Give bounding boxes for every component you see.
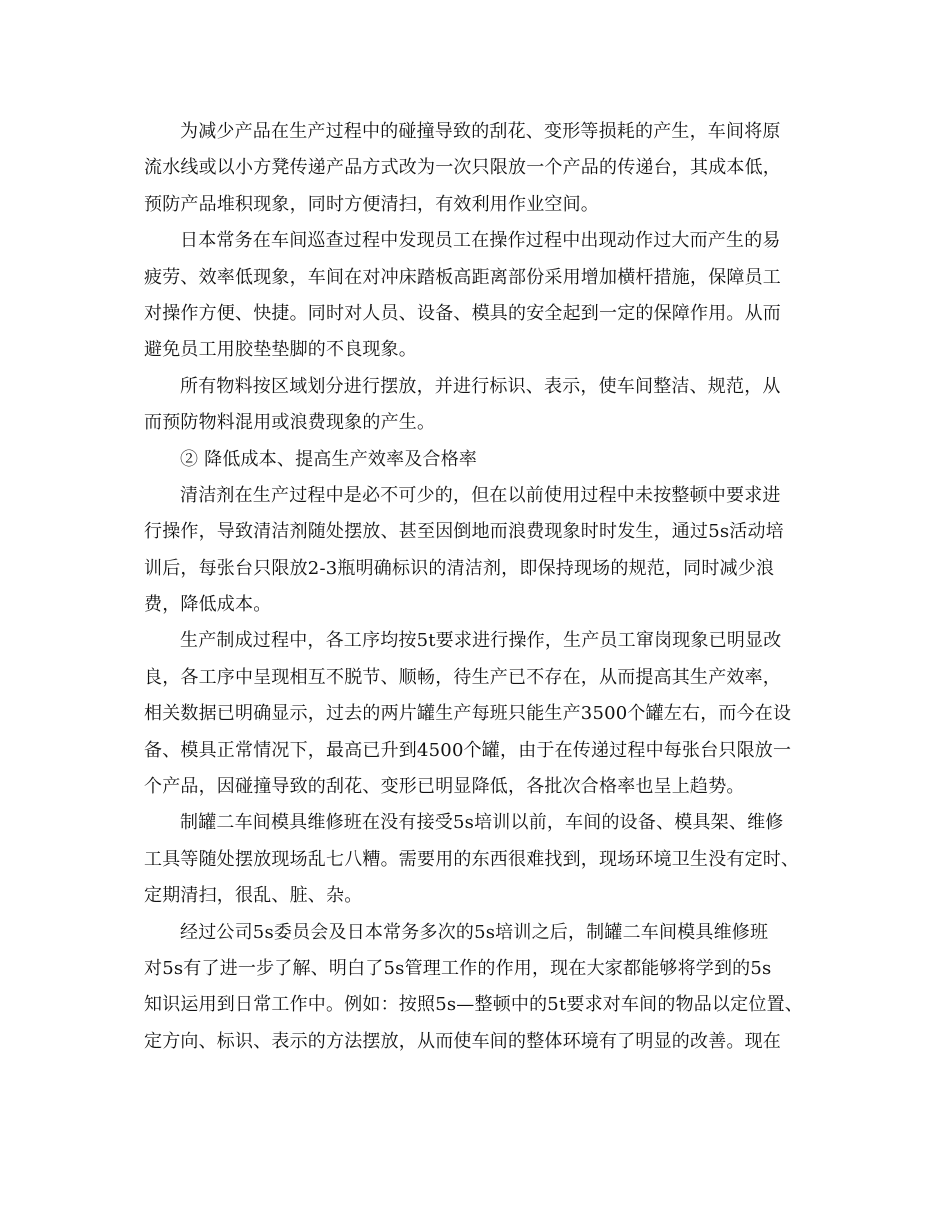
text-line: 所有物料按区域划分进行摆放，并进行标识、表示，使车间整洁、规范，从 <box>180 375 781 397</box>
text-line: 良，各工序中呈现相互不脱节、顺畅，待生产已不存在，从而提高其生产效率， <box>144 666 781 688</box>
text-line: 制罐二车间模具维修班在没有接受5s培训以前，车间的设备、模具架、维修 <box>180 812 784 834</box>
text-line: 相关数据已明确显示，过去的两片罐生产每班只能生产3500个罐左右，而今在设 <box>144 703 792 725</box>
text-line: 避免员工用胶垫垫脚的不良现象。 <box>144 339 417 361</box>
text-line: 疲劳、效率低现象，车间在对冲床踏板高距离部份采用增加横杆措施，保障员工 <box>144 266 781 288</box>
text-line: 工具等随处摆放现场乱七八糟。需要用的东西很难找到，现场环境卫生没有定时、 <box>144 848 800 870</box>
text-line: 定方向、标识、表示的方法摆放，从而使车间的整体环境有了明显的改善。现在 <box>144 1030 781 1052</box>
text-line: 个产品，因碰撞导致的刮花、变形已明显降低，各批次合格率也呈上趋势。 <box>144 776 745 798</box>
text-line: 对5s有了进一步了解、明白了5s管理工作的作用，现在大家都能够将学到的5s <box>144 957 772 979</box>
text-line: 训后，每张台只限放2-3瓶明确标识的清洁剂，即保持现场的规范，同时减少浪 <box>144 557 775 579</box>
text-line: 日本常务在车间巡查过程中发现员工在操作过程中出现动作过大而产生的易 <box>180 230 781 252</box>
text-line: 而预防物料混用或浪费现象的产生。 <box>144 412 436 434</box>
text-line: 行操作，导致清洁剂随处摆放、甚至因倒地而浪费现象时时发生，通过5s活动培 <box>144 521 784 543</box>
text-line: 经过公司5s委员会及日本常务多次的5s培训之后，制罐二车间模具维修班 <box>180 921 769 943</box>
text-line: 对操作方便、快捷。同时对人员、设备、模具的安全起到一定的保障作用。从而 <box>144 302 781 324</box>
text-line: 流水线或以小方凳传递产品方式改为一次只限放一个产品的传递台，其成本低， <box>144 157 781 179</box>
document-page <box>144 114 804 1060</box>
text-line: 清洁剂在生产过程中是必不可少的，但在以前使用过程中未按整顿中要求进 <box>180 484 781 506</box>
text-line: 费，降低成本。 <box>144 594 272 616</box>
text-line: 知识运用到日常工作中。例如：按照5s—整顿中的5t要求对车间的物品以定位置、 <box>144 994 803 1016</box>
text-line: 备、模具正常情况下，最高已升到4500个罐，由于在传递过程中每张台只限放一 <box>144 739 792 761</box>
text-line: 预防产品堆积现象，同时方便清扫，有效利用作业空间。 <box>144 193 599 215</box>
text-line: 定期清扫，很乱、脏、杂。 <box>144 885 363 907</box>
section-heading: ② 降低成本、提高生产效率及合格率 <box>180 448 478 470</box>
text-line: 为减少产品在生产过程中的碰撞导致的刮花、变形等损耗的产生，车间将原 <box>180 121 781 142</box>
text-line: 生产制成过程中，各工序均按5t要求进行操作，生产员工窜岗现象已明显改 <box>180 630 782 652</box>
